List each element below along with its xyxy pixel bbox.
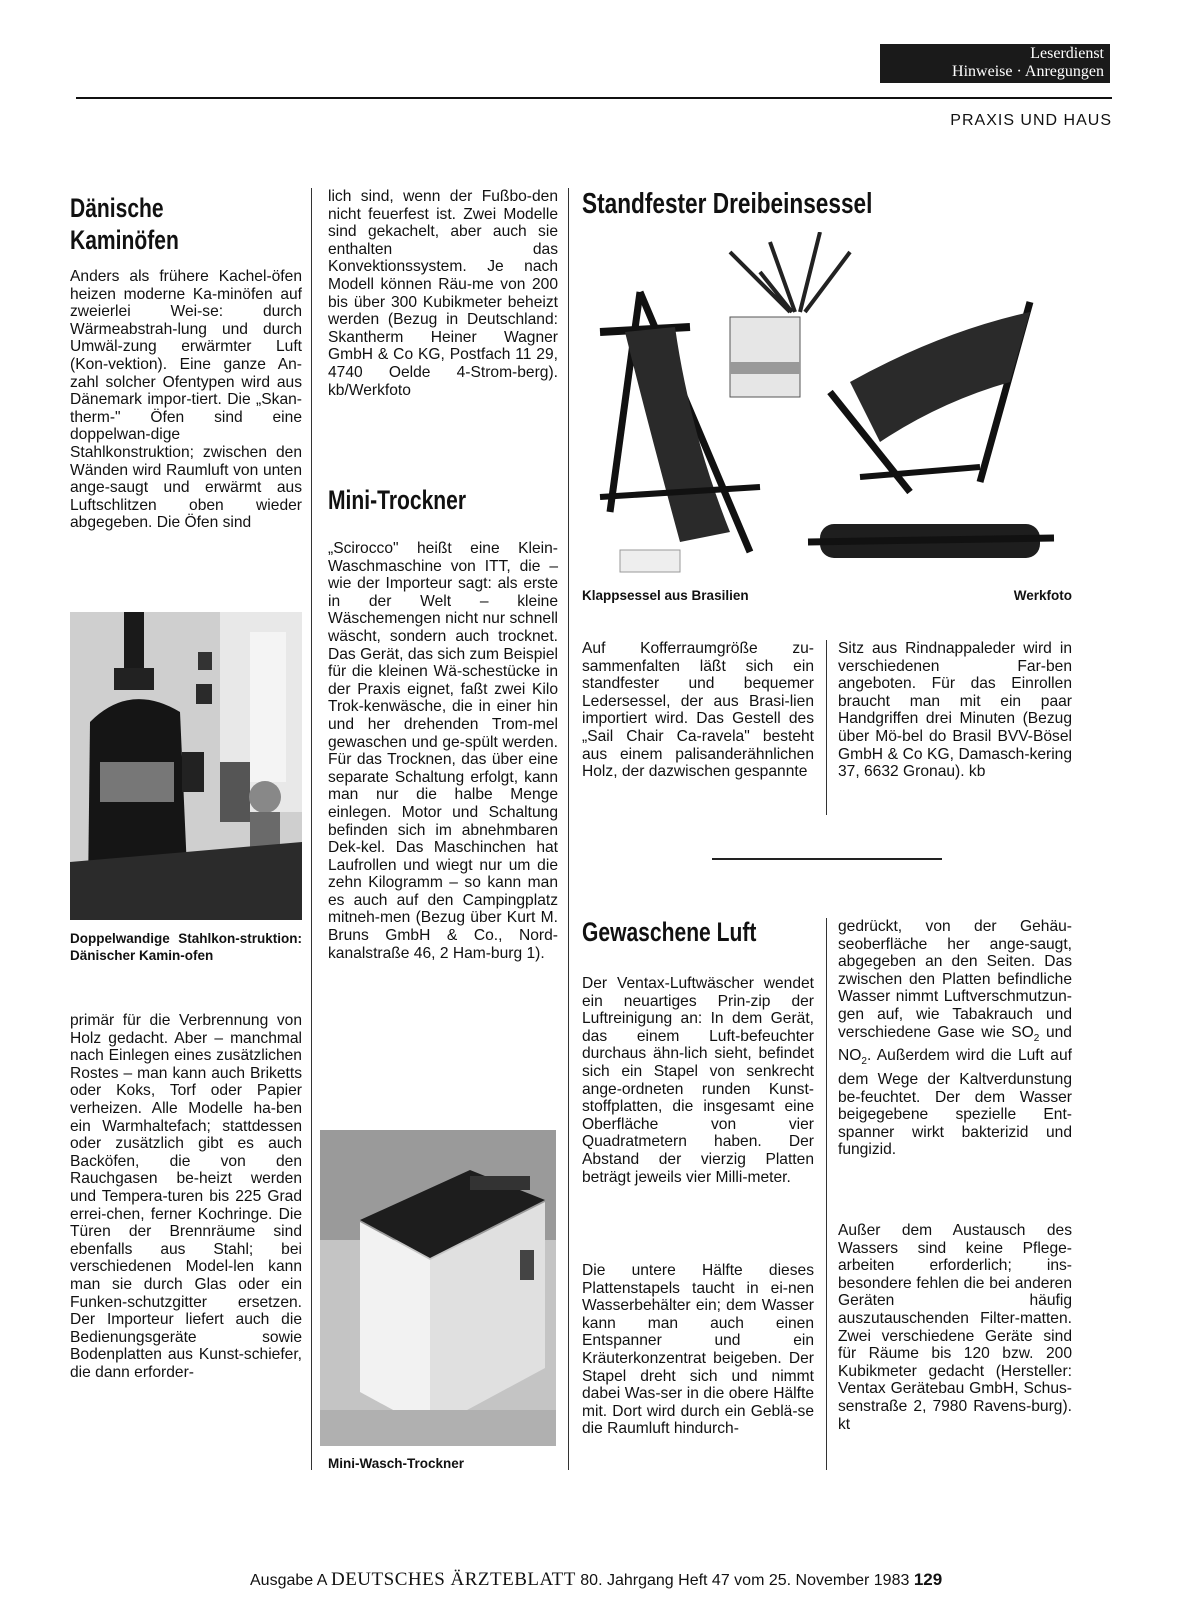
- page-number: 129: [913, 1570, 943, 1589]
- chair-credit: Werkfoto: [1013, 588, 1072, 603]
- formula-no2: $NO_2$: [838, 1047, 867, 1068]
- article1-title: [70, 192, 179, 256]
- article3-text-2: Sitz aus Rindnappaleder wird in verschiedenen Far-ben angeboten. Für das Einrollen braucht man mit ein paar Handgriffen drei Minuten (Bezug über Mö-bel do Brasil BVV-Bösel GmbH & Co KG, Damasch-kering 37, 6632 Gronau). kb: [838, 640, 1072, 781]
- article4-text-1: Der Ventax-Luftwäscher wendet ein neuartiges Prin-zip der Luftreinigung an: In dem Gerät, das einem Luft-befeuchter durchaus ähn-lich sieht, befindet sich ein Stapel von senkrecht ange-ordneten runden Kunst-stoffplatten, die insgesamt eine Oberfläche von vier Quadratmetern haben. Der Abstand der vierzig Platten beträgt jeweils vier Milli-meter.: [582, 975, 814, 1186]
- article2-title: Mini-Trockner: [328, 485, 467, 515]
- chair-image: [580, 232, 1074, 580]
- article4-text-3a: gedrückt, von der Gehäu-seoberfläche her ange-saugt, abgegeben an den Seiten. Das zwischen den Platten befindliche Wasser nimmt Luftverschmutzun-gen auf, wie Tabakrauch und verschiedene Gase wie: [838, 918, 1072, 1041]
- badge-line-1: Leserdienst: [1030, 45, 1104, 62]
- section-title: PRAXIS UND HAUS: [950, 112, 1112, 129]
- footer-edition: Ausgabe A: [250, 1572, 327, 1589]
- column-divider: [568, 188, 569, 1470]
- formula-and: und: [1045, 1023, 1072, 1041]
- chair-caption: Klappsessel aus Brasilien: [582, 588, 749, 603]
- column-divider: [826, 918, 827, 1470]
- article4-text-2: Die untere Hälfte dieses Plattenstapels taucht in ei-nen Wasserbehälter ein; dem Wasser kann man auch einen Entspanner und ein Kräuterkonzentrat beigeben. Der Stapel dreht sich und nimmt dabei Was-ser in die obere Hälfte mit. Dort wird durch ein Geblä-se die Raumluft hindurch-: [582, 1262, 814, 1438]
- article4-text-4: Außer dem Austausch des Wassers sind keine Pflege-arbeiten erforderlich; ins-besondere fehlen die bei anderen Geräten häufig auszutauschenden Filter-matten. Zwei verschiedene Geräte sind für Räume bis 120 bzw. 200 Kubikmeter gedacht (Hersteller: Ventax Gerätebau GmbH, Schus-senstraße 2, 7980 Ravens-burg). kt: [838, 1222, 1072, 1433]
- washer-image: [320, 1130, 556, 1446]
- header-rule: [76, 97, 1112, 99]
- article4-text-3b: . Außerdem wird die Luft auf dem Wege der Kaltverdunstung be-feuchtet. Der dem Wasser beigegebene spezielle Ent-spanner wirkt bakterizid und fungizid.: [838, 1047, 1072, 1159]
- footer-issue: 80. Jahrgang Heft 47 vom 25. November 1983: [580, 1572, 910, 1589]
- article3-title: Standfester Dreibeinsessel: [582, 188, 873, 220]
- footer-journal: DEUTSCHES ÄRZTEBLATT: [330, 1569, 576, 1590]
- article1-text-1: Anders als frühere Kachel-öfen heizen moderne Ka-minöfen auf zweierlei Wei-se: durch Wärmeabstrah-lung und durch Umwäl-zung erwärmter Luft (Kon-vektion). Eine ganze An-zahl solcher Ofentypen wird aus Dänemark impor-tiert. Die „Skan-therm-" Öfen sind eine doppelwan-dige Stahlkonstruktion; zwischen den Wänden wird Raumluft von unten ange-saugt und erwärmt aus Luftschlitzen oben wieder abgegeben. Die Öfen sind: [70, 268, 302, 532]
- article1-title-line1: Dänische: [70, 193, 164, 223]
- formula-so2: $SO_2$: [1011, 1023, 1040, 1044]
- article1-text-3: lich sind, wenn der Fußbo-den nicht feuerfest ist. Zwei Modelle sind gekachelt, aber auch sie enthalten das Konvektionssystem. Je nach Modell können Räu-me von 200 bis über 300 Kubikmeter beheizt werden (Bezug in Deutschland: Skantherm Heiner Wagner GmbH & Co KG, Postfach 11 29, 4740 Oelde 4-Strom-berg). kb/Werkfoto: [328, 188, 558, 399]
- washer-photo: [320, 1130, 556, 1446]
- stove-photo: [70, 612, 302, 920]
- header-badge: [880, 44, 1110, 83]
- page-footer: [250, 1569, 942, 1591]
- column-divider: [826, 640, 827, 815]
- article1-title-line2: Kaminöfen: [70, 225, 179, 255]
- article2-text: „Scirocco" heißt eine Klein-Waschmaschine von ITT, die – wie der Importeur sagt: als erste in der Welt – kleine Wäschemengen nicht nur schnell wäscht, sondern auch trocknet. Das Gerät, das sich zum Beispiel für die kleinen Wä-schestücke in der Praxis eignet, faßt zwei Kilo Trok-kenwäsche, die in einer hin und her drehenden Trom-mel gewaschen und ge-spült werden. Für das Trocknen, das über eine separate Schaltung erfolgt, kann man nur die halbe Menge einlegen. Motor und Schaltung befinden sich im abnehmbaren Dek-kel. Das Maschinchen hat Laufrollen und wiegt nur um die zehn Kilogramm – so kann man es auch auf den Campingplatz mitneh-men (Bezug über Kurt M. Bruns GmbH & Co., Nord-kanalstraße 46, 2 Ham-burg 1).: [328, 540, 558, 962]
- article3-text-1: Auf Kofferraumgröße zu-sammenfalten läßt sich ein standfester und bequemer Ledersessel, der aus Brasi-lien importiert wird. Das Gestell des „Sail Chair Ca-ravela" besteht aus einem palisanderähnlichen Holz, der dazwischen gespannte: [582, 640, 814, 781]
- article4-text-3: [838, 918, 1072, 1159]
- badge-line-2: Hinweise · Anregungen: [952, 63, 1104, 80]
- article1-text-2: primär für die Verbrennung von Holz gedacht. Aber – manchmal nach Einlegen eines zusätzlichen Rostes – man kann auch Briketts oder Koks, Torf oder Papier verheizen. Alle Modelle ha-ben ein Warmhaltefach; stattdessen oder zusätzlich gibt es auch Backöfen, die von den Rauchgasen be-heizt werden und Tempera-turen bis 225 Grad errei-chen, ferner Kochringe. Die Türen der Brennräume sind ebenfalls aus Stahl; bei verschiedenen Model-len kann man sie durch Glas oder ein Funken-schutzgitter ersetzen. Der Importeur liefert auch die Bedienungsgeräte sowie Bodenplatten aus Kunst-schiefer, die dann erforder-: [70, 1012, 302, 1381]
- stove-image: [70, 612, 302, 920]
- article-separator: [712, 858, 942, 860]
- article4-title: Gewaschene Luft: [582, 917, 757, 947]
- chair-photo: [580, 232, 1074, 580]
- washer-caption: Mini-Wasch-Trockner: [328, 1456, 465, 1471]
- column-divider: [311, 188, 312, 1470]
- stove-caption: Doppelwandige Stahlkon-struktion: Dänischer Kamin-ofen: [70, 931, 302, 963]
